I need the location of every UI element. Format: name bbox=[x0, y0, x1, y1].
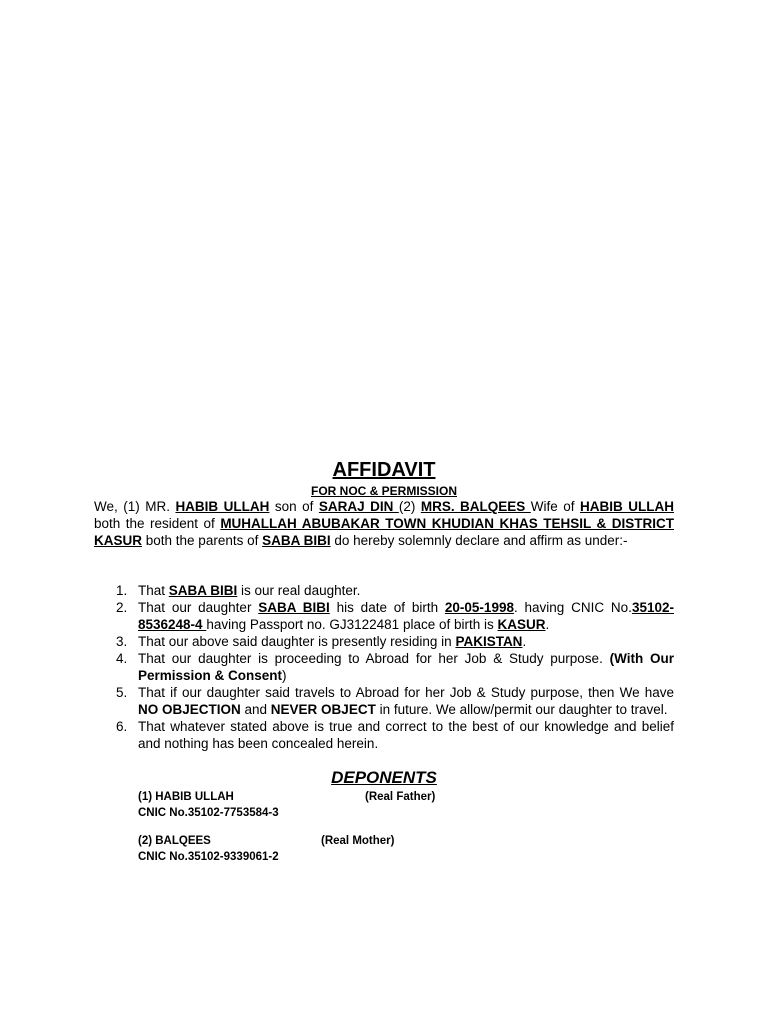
deponent-1 bbox=[138, 789, 436, 821]
deponent-cnic: CNIC No.35102-7753584-3 bbox=[138, 807, 279, 819]
intro-paragraph bbox=[94, 498, 674, 549]
item-text: That bbox=[138, 583, 169, 598]
item-number: 4. bbox=[116, 651, 128, 666]
item-number: 6. bbox=[116, 719, 128, 734]
list-item bbox=[116, 684, 674, 718]
list-item bbox=[116, 718, 674, 752]
item-text: his date of birth bbox=[329, 600, 445, 615]
address: MUHALLAH ABUBAKAR TOWN KHUDIAN KHAS TEHSIL & DISTRICT KASUR bbox=[94, 516, 674, 548]
daughter-cnic: 35102-8536248-4 bbox=[138, 600, 674, 632]
intro-text-7: do hereby solemnly declare and affirm as under:- bbox=[330, 533, 628, 548]
list-item bbox=[116, 633, 674, 650]
item-text: having Passport no. GJ3122481 place of birth is bbox=[206, 617, 498, 632]
deponent-relation: (Real Mother) bbox=[321, 835, 395, 847]
father-name: HABIB ULLAH bbox=[175, 499, 270, 514]
item-text: . bbox=[545, 617, 550, 632]
declaration-list bbox=[116, 582, 674, 752]
place-of-birth: KASUR bbox=[497, 617, 546, 632]
list-item bbox=[116, 599, 674, 633]
intro-text-2: son of bbox=[269, 499, 319, 514]
document-title: AFFIDAVIT bbox=[332, 459, 436, 481]
item-number: 2. bbox=[116, 600, 128, 615]
item-number: 5. bbox=[116, 685, 128, 700]
item-text: ) bbox=[282, 668, 287, 683]
deponent-relation: (Real Father) bbox=[365, 791, 436, 803]
item-text: That our daughter bbox=[138, 600, 259, 615]
intro-text-4: Wife of bbox=[530, 499, 581, 514]
residence-country: PAKISTAN bbox=[455, 634, 523, 649]
item-text: That if our daughter said travels to Abroad for her Job & Study purpose, then We have bbox=[138, 685, 674, 700]
deponent-2 bbox=[138, 833, 395, 865]
grandfather-name: SARAJ DIN bbox=[318, 499, 399, 514]
item-text: That our daughter is proceeding to Abroad for her Job & Study purpose. bbox=[138, 651, 610, 666]
never-object-text: NEVER OBJECT bbox=[270, 702, 376, 717]
deponent-cnic: CNIC No.35102-9339061-2 bbox=[138, 851, 279, 863]
husband-name: HABIB ULLAH bbox=[580, 499, 674, 514]
no-objection-text: NO OBJECTION bbox=[138, 702, 241, 717]
daughter-name: SABA BIBI bbox=[262, 533, 331, 548]
item-number: 3. bbox=[116, 634, 128, 649]
item-text: . having CNIC No. bbox=[513, 600, 632, 615]
list-item bbox=[116, 582, 674, 599]
document-subtitle: FOR NOC & PERMISSION bbox=[310, 484, 457, 498]
intro-text-6: both the parents of bbox=[142, 533, 263, 548]
item-text: That whatever stated above is true and correct to the best of our knowledge and belief and nothing has been concealed herein. bbox=[138, 719, 674, 751]
daughter-name: SABA BIBI bbox=[258, 600, 330, 615]
deponents-heading: DEPONENTS bbox=[331, 768, 437, 787]
list-item bbox=[116, 650, 674, 684]
item-text: and bbox=[240, 702, 271, 717]
intro-text-3: (2) bbox=[398, 499, 421, 514]
item-number: 1. bbox=[116, 583, 128, 598]
item-text: in future. We allow/permit our daughter to travel. bbox=[375, 702, 668, 717]
item-text: That our above said daughter is presently residing in bbox=[138, 634, 456, 649]
item-text: . bbox=[522, 634, 527, 649]
deponent-name: (1) HABIB ULLAH bbox=[138, 791, 234, 803]
item-text: is our real daughter. bbox=[237, 583, 361, 598]
consent-text: (With Our Permission & Consent bbox=[138, 651, 674, 683]
date-of-birth: 20-05-1998 bbox=[444, 600, 514, 615]
intro-text-1: We, (1) MR. bbox=[94, 499, 176, 514]
deponent-name: (2) BALQEES bbox=[138, 835, 211, 847]
daughter-name: SABA BIBI bbox=[168, 583, 238, 598]
intro-text-5: both the resident of bbox=[94, 516, 221, 531]
mother-name: MRS. BALQEES bbox=[420, 499, 531, 514]
